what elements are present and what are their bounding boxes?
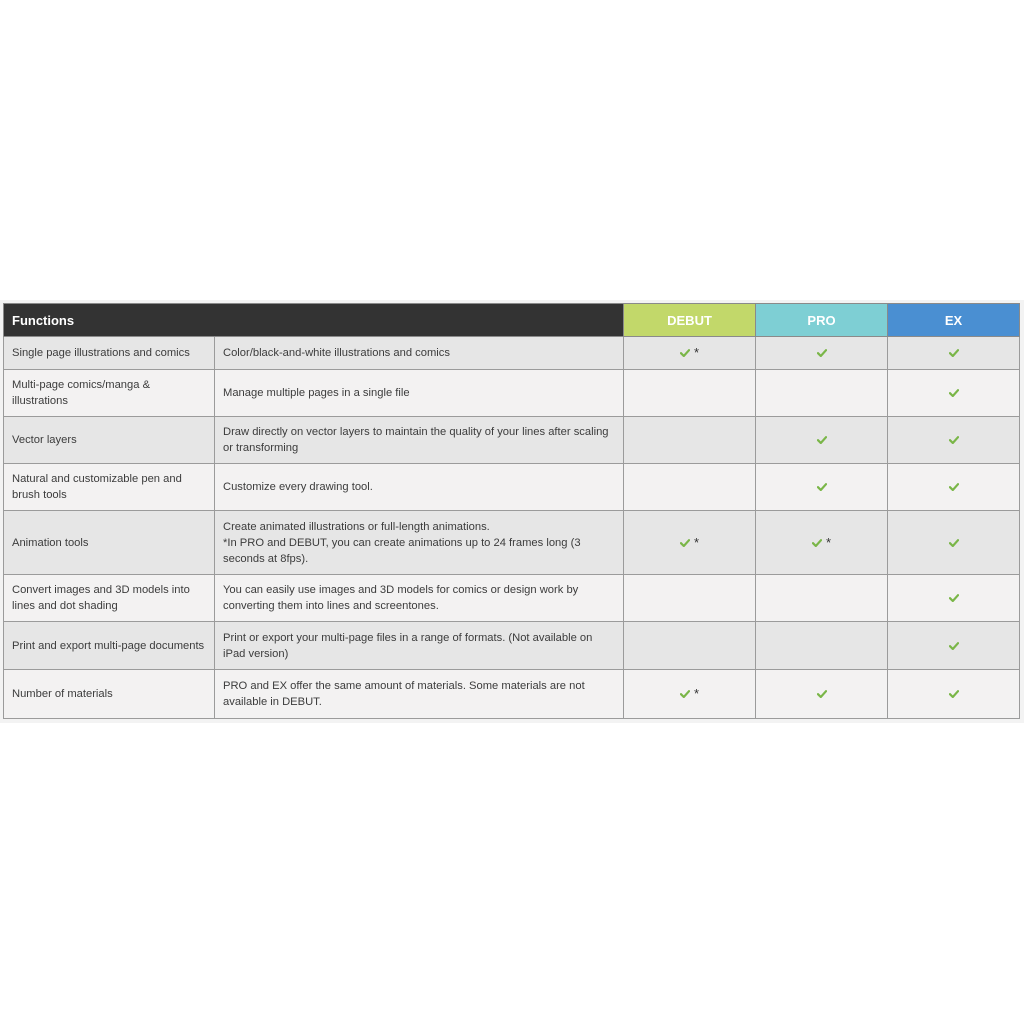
checkmark-icon: [949, 690, 959, 698]
table-row: [4, 464, 1020, 511]
description-line: You can easily use images and 3D models for comics or design work by converting them into lines and screentones.: [223, 584, 579, 612]
function-description-cell: [215, 622, 624, 670]
table-row: [4, 622, 1020, 670]
description-line: PRO and EX offer the same amount of materials. Some materials are not available in DEBUT.: [223, 680, 585, 708]
plan-cell-debut: [624, 670, 756, 719]
footnote-asterisk: *: [825, 534, 832, 550]
description-line: Create animated illustrations or full-length animations.: [223, 520, 490, 533]
plan-cell-debut: [624, 511, 756, 575]
table-row: [4, 370, 1020, 417]
plan-cell-pro: [756, 417, 888, 464]
table-header-row: [4, 304, 1020, 337]
plan-cell-debut: [624, 464, 756, 511]
table-row: [4, 511, 1020, 575]
plan-cell-debut: [624, 622, 756, 670]
checkmark-icon: [817, 483, 827, 491]
function-description-cell: [215, 464, 624, 511]
footnote-asterisk: *: [693, 534, 700, 550]
checkmark-icon: [949, 389, 959, 397]
table-row: [4, 337, 1020, 370]
plan-header-ex: EX: [888, 304, 1020, 337]
footnote-asterisk: *: [693, 345, 700, 361]
plan-cell-ex: [888, 670, 1020, 719]
function-description-cell: [215, 575, 624, 622]
checkmark-icon: [680, 349, 690, 357]
checkmark-icon: [817, 690, 827, 698]
description-line: Print or export your multi-page files in a range of formats. (Not available on iPad version): [223, 631, 593, 660]
plan-cell-ex: [888, 464, 1020, 511]
function-description-cell: [215, 417, 624, 464]
checkmark-icon: [949, 349, 959, 357]
function-description-cell: [215, 337, 624, 370]
function-description-cell: [215, 670, 624, 719]
footnote-asterisk: *: [693, 686, 700, 702]
functions-header: Functions: [4, 304, 624, 337]
plan-cell-pro: [756, 575, 888, 622]
description-line: Draw directly on vector layers to maintain the quality of your lines after scaling or transforming: [223, 426, 609, 454]
table-row: [4, 670, 1020, 719]
plan-cell-ex: [888, 370, 1020, 417]
plan-cell-pro: [756, 337, 888, 370]
function-description-cell: [215, 511, 624, 575]
function-name-cell: Print and export multi-page documents: [4, 622, 215, 670]
plan-cell-pro: [756, 670, 888, 719]
feature-comparison-table: [3, 303, 1020, 719]
checkmark-icon: [680, 539, 690, 547]
checkmark-icon: [680, 690, 690, 698]
plan-cell-ex: [888, 622, 1020, 670]
checkmark-icon: [949, 483, 959, 491]
function-name-cell: Natural and customizable pen and brush tools: [4, 464, 215, 511]
plan-cell-ex: [888, 575, 1020, 622]
checkmark-icon: [812, 539, 822, 547]
plan-cell-debut: [624, 337, 756, 370]
description-line: Manage multiple pages in a single file: [223, 387, 410, 399]
plan-cell-ex: [888, 337, 1020, 370]
table-row: [4, 417, 1020, 464]
function-name-cell: Single page illustrations and comics: [4, 337, 215, 370]
plan-cell-pro: [756, 370, 888, 417]
function-name-cell: Multi-page comics/manga & illustrations: [4, 370, 215, 417]
description-line: Color/black-and-white illustrations and comics: [223, 347, 450, 359]
function-name-cell: Vector layers: [4, 417, 215, 464]
checkmark-icon: [949, 539, 959, 547]
plan-cell-debut: [624, 575, 756, 622]
description-line: *In PRO and DEBUT, you can create animations up to 24 frames long (3 seconds at 8fps).: [223, 536, 581, 565]
plan-header-debut: DEBUT: [624, 304, 756, 337]
plan-header-pro: PRO: [756, 304, 888, 337]
plan-cell-debut: [624, 370, 756, 417]
plan-cell-ex: [888, 511, 1020, 575]
plan-cell-pro: [756, 464, 888, 511]
plan-cell-ex: [888, 417, 1020, 464]
checkmark-icon: [949, 594, 959, 602]
function-name-cell: Number of materials: [4, 670, 215, 719]
checkmark-icon: [817, 349, 827, 357]
checkmark-icon: [817, 436, 827, 444]
plan-cell-pro: [756, 511, 888, 575]
plan-cell-debut: [624, 417, 756, 464]
plan-cell-pro: [756, 622, 888, 670]
checkmark-icon: [949, 642, 959, 650]
table-row: [4, 575, 1020, 622]
description-line: Customize every drawing tool.: [223, 481, 373, 493]
checkmark-icon: [949, 436, 959, 444]
function-name-cell: Convert images and 3D models into lines and dot shading: [4, 575, 215, 622]
function-name-cell: Animation tools: [4, 511, 215, 575]
function-description-cell: [215, 370, 624, 417]
